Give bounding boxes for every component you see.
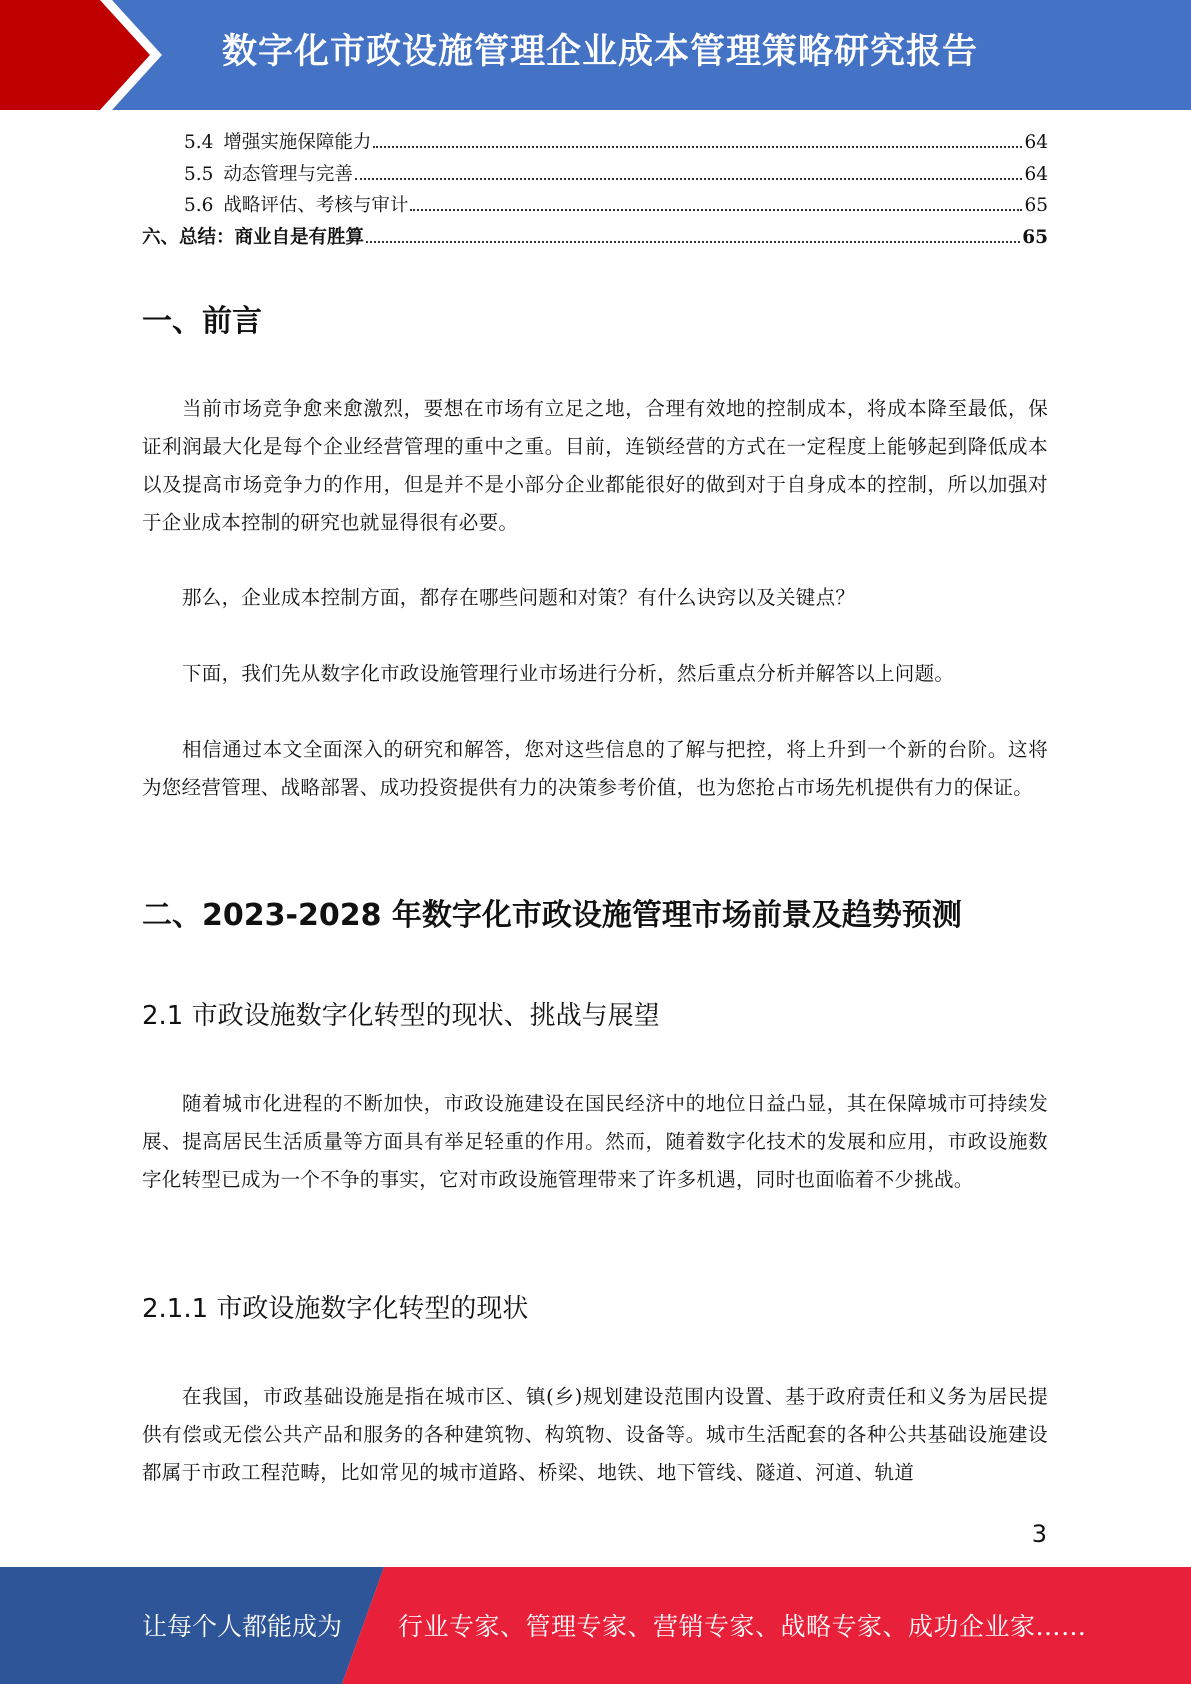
toc-leader [355,178,1023,180]
toc-label: 六、总结：商业自是有胜算 [142,226,365,248]
paragraph: 在我国，市政基础设施是指在城市区、镇(乡)规划建设范围内设置、基于政府责任和义务为居民提供有偿或无偿公共产品和服务的各种建筑物、构筑物、设备等。城市生活配套的各种公共基础设施建设都属于市政工程范畴，比如常见的城市道路、桥梁、地铁、地下管线、隧道、河道、轨道 [142,1385,1048,1484]
paragraph: 相信通过本文全面深入的研究和解答，您对这些信息的了解与把控，将上升到一个新的台阶。这将为您经营管理、战略部署、成功投资提供有力的决策参考价值，也为您抢占市场先机提供有力的保证。 [142,738,1048,799]
table-of-contents [142,128,1048,254]
paragraph: 那么，企业成本控制方面，都存在哪些问题和对策？有什么诀窍以及关键点？ [182,586,856,609]
footer-slogan-right: 行业专家、管理专家、营销专家、战略专家、成功企业家…… [398,1612,1087,1641]
toc-item[interactable] [142,160,1048,192]
page-footer [0,1567,1191,1684]
toc-label: 增强实施保障能力 [223,132,372,153]
toc-leader [373,146,1022,148]
report-title: 数字化市政设施管理企业成本管理策略研究报告 [222,32,979,72]
toc-number: 5.4 [184,132,214,153]
toc-page: 65 [1024,195,1048,216]
toc-leader [366,241,1020,243]
page-header [0,0,1191,110]
toc-number: 5.6 [184,195,214,216]
toc-number: 5.5 [184,163,214,185]
toc-item[interactable] [142,128,1048,160]
header-red-shape [0,0,150,110]
toc-page: 64 [1024,163,1048,185]
toc-page: 64 [1024,132,1048,153]
section-heading-forecast: 二、2023-2028 年数字化市政设施管理市场前景及趋势预测 [142,898,962,933]
subsection-heading-2-1: 2.1 市政设施数字化转型的现状、挑战与展望 [142,1001,660,1031]
page-number: 3 [1031,1520,1047,1548]
toc-page: 65 [1022,226,1048,248]
footer-slogan-left: 让每个人都能成为 [142,1612,343,1641]
toc-item[interactable] [142,191,1048,223]
paragraph: 随着城市化进程的不断加快，市政设施建设在国民经济中的地位日益凸显，其在保障城市可持续发展、提高居民生活质量等方面具有举足轻重的作用。然而，随着数字化技术的发展和应用，市政设施数字化转型已成为一个不争的事实，它对市政设施管理带来了许多机遇，同时也面临着不少挑战。 [142,1092,1048,1191]
paragraph: 当前市场竞争愈来愈激烈，要想在市场有立足之地，合理有效地的控制成本，将成本降至最低，保证利润最大化是每个企业经营管理的重中之重。目前，连锁经营的方式在一定程度上能够起到降低成本以及提高市场竞争力的作用，但是并不是小部分企业都能很好的做到对于自身成本的控制，所以加强对于企业成本控制的研究也就显得很有必要。 [142,397,1048,534]
paragraph: 下面，我们先从数字化市政设施管理行业市场进行分析，然后重点分析并解答以上问题。 [182,662,955,685]
section-heading-preface: 一、前言 [142,304,262,339]
toc-item[interactable] [142,223,1048,255]
toc-label: 战略评估、考核与审计 [223,195,409,216]
toc-label: 动态管理与完善 [223,163,353,185]
toc-leader [410,209,1022,211]
subsection-heading-2-1-1: 2.1.1 市政设施数字化转型的现状 [142,1294,529,1324]
